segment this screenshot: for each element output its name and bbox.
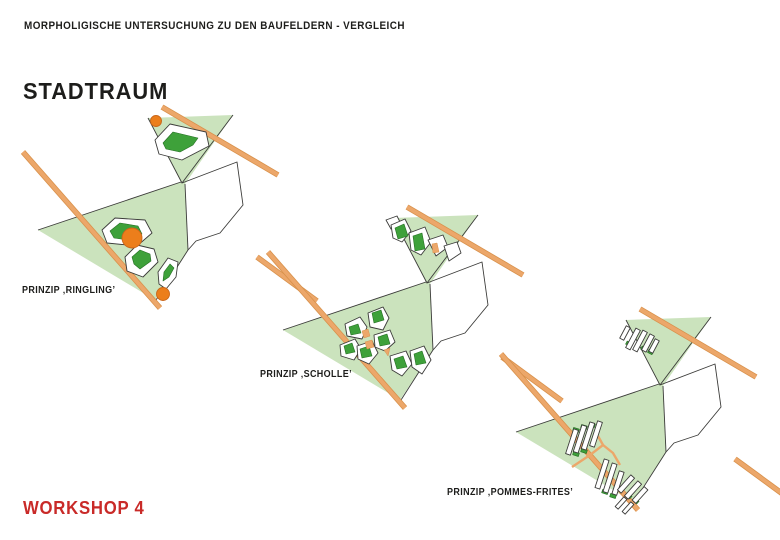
node-dot (151, 116, 162, 127)
row-building (620, 326, 631, 340)
diagram-pommes-frites (501, 309, 780, 514)
workshop-label: WORKSHOP 4 (23, 498, 145, 518)
label-ringling: PRINZIP ‚RINGLING’ (22, 285, 116, 296)
row-building (615, 497, 627, 509)
label-scholle: PRINZIP ‚SCHOLLE’ (260, 369, 352, 380)
row-building (622, 502, 634, 514)
header-title: MORPHOLIGISCHE UNTERSUCHUNG ZU DEN BAUFELDERN - VERGLEICH (24, 20, 405, 32)
label-pommes-frites: PRINZIP ‚POMMES-FRITES’ (447, 487, 574, 498)
node-dot (157, 288, 170, 301)
section-title: STADTRAUM (23, 78, 169, 104)
diagram-ringling (23, 107, 317, 308)
node-dot (122, 228, 142, 248)
